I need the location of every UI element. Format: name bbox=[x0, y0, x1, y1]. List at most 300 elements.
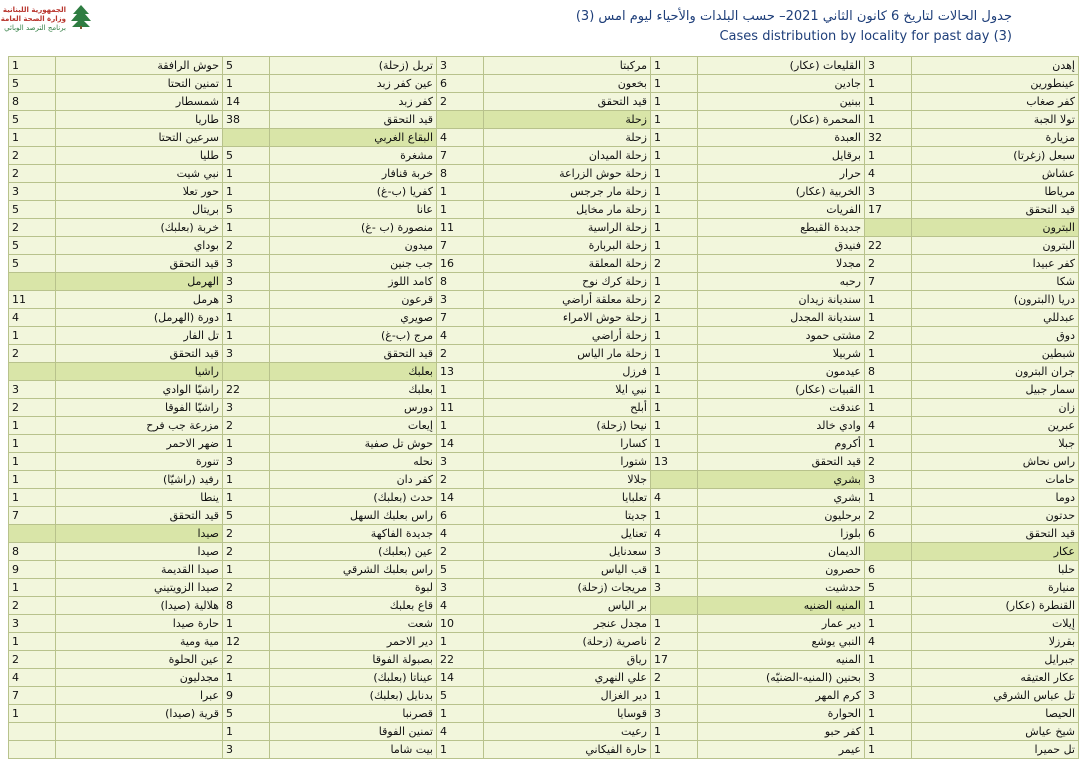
locality-cell: تل عباس الشرقي bbox=[912, 687, 1079, 705]
locality-cell: إهدن bbox=[912, 57, 1079, 75]
page-title-english: Cases distribution by locality for past day (3) bbox=[719, 29, 1012, 44]
case-count-cell: 8 bbox=[223, 597, 270, 615]
case-count-cell: 5 bbox=[223, 147, 270, 165]
case-count-cell: 17 bbox=[651, 651, 698, 669]
locality-cell: تعلبايا bbox=[484, 489, 651, 507]
locality-cell: نحله bbox=[270, 453, 437, 471]
locality-cell: إيلات bbox=[912, 615, 1079, 633]
locality-cell: سعدنايل bbox=[484, 543, 651, 561]
locality-cell: كامد اللوز bbox=[270, 273, 437, 291]
case-count-cell: 4 bbox=[437, 525, 484, 543]
table-row bbox=[9, 453, 1079, 471]
locality-cell: تل حميرا bbox=[912, 741, 1079, 759]
case-count-cell: 1 bbox=[223, 165, 270, 183]
table-row bbox=[9, 525, 1079, 543]
locality-cell: جديدة الفاكهة bbox=[270, 525, 437, 543]
case-count-cell: 3 bbox=[9, 615, 56, 633]
cedar-tree-icon bbox=[70, 4, 92, 30]
case-count-cell: 4 bbox=[9, 309, 56, 327]
table-row bbox=[9, 471, 1079, 489]
case-count-cell: 1 bbox=[865, 309, 912, 327]
locality-cell: شعت bbox=[270, 615, 437, 633]
case-count-cell: 3 bbox=[223, 345, 270, 363]
case-count-cell: 1 bbox=[865, 723, 912, 741]
locality-cell: شربيلا bbox=[698, 345, 865, 363]
case-count-cell: 4 bbox=[9, 669, 56, 687]
case-count-cell: 2 bbox=[651, 291, 698, 309]
table-row bbox=[9, 381, 1079, 399]
locality-cell: نبي ايلا bbox=[484, 381, 651, 399]
locality-cell: عبدللي bbox=[912, 309, 1079, 327]
case-count-cell: 3 bbox=[865, 687, 912, 705]
case-count-cell: 1 bbox=[651, 165, 698, 183]
locality-cell: بدنايل (بعلبك) bbox=[270, 687, 437, 705]
table-row bbox=[9, 273, 1079, 291]
case-count-cell: 1 bbox=[651, 741, 698, 759]
case-count-cell: 1 bbox=[651, 327, 698, 345]
case-count-cell: 11 bbox=[437, 219, 484, 237]
case-count-cell: 13 bbox=[651, 453, 698, 471]
locality-cell: عيدمون bbox=[698, 363, 865, 381]
locality-cell: هرمل bbox=[56, 291, 223, 309]
locality-cell: سنديانة المجدل bbox=[698, 309, 865, 327]
region-header-cell: البقاع الغربي bbox=[270, 129, 437, 147]
case-count-cell: 1 bbox=[651, 561, 698, 579]
locality-cell: منصورة (ب -غ) bbox=[270, 219, 437, 237]
locality-cell: تنورة bbox=[56, 453, 223, 471]
locality-cell: بشري bbox=[698, 489, 865, 507]
locality-cell: شكا bbox=[912, 273, 1079, 291]
case-count-cell: 1 bbox=[223, 489, 270, 507]
locality-cell: مجدليون bbox=[56, 669, 223, 687]
locality-cell: رعيت bbox=[484, 723, 651, 741]
case-count-cell: 7 bbox=[9, 687, 56, 705]
locality-cell: قيد التحقق bbox=[484, 93, 651, 111]
locality-cell: المنيه bbox=[698, 651, 865, 669]
case-count-cell: 1 bbox=[651, 75, 698, 93]
locality-cell: دوما bbox=[912, 489, 1079, 507]
table-row bbox=[9, 93, 1079, 111]
locality-cell: الحيصا bbox=[912, 705, 1079, 723]
locality-cell: أكروم bbox=[698, 435, 865, 453]
locality-cell: البترون bbox=[912, 237, 1079, 255]
locality-cell: فنيدق bbox=[698, 237, 865, 255]
case-count-cell bbox=[437, 111, 484, 129]
locality-cell: مركبتا bbox=[484, 57, 651, 75]
locality-cell: كفر صغاب bbox=[912, 93, 1079, 111]
case-count-cell: 1 bbox=[9, 579, 56, 597]
case-count-cell: 1 bbox=[437, 183, 484, 201]
case-count-cell: 1 bbox=[223, 561, 270, 579]
case-count-cell: 3 bbox=[437, 291, 484, 309]
locality-cell: عكار العتيقه bbox=[912, 669, 1079, 687]
locality-cell: عبرين bbox=[912, 417, 1079, 435]
case-count-cell: 1 bbox=[223, 435, 270, 453]
table-row bbox=[9, 183, 1079, 201]
locality-cell: حوش تل صفية bbox=[270, 435, 437, 453]
case-count-cell: 1 bbox=[865, 435, 912, 453]
case-count-cell: 13 bbox=[437, 363, 484, 381]
locality-cell: بوداي bbox=[56, 237, 223, 255]
case-count-cell: 1 bbox=[651, 219, 698, 237]
case-count-cell: 7 bbox=[437, 237, 484, 255]
table-row bbox=[9, 201, 1079, 219]
case-count-cell: 2 bbox=[437, 471, 484, 489]
locality-cell: زحلة كرك نوح bbox=[484, 273, 651, 291]
table-row bbox=[9, 489, 1079, 507]
case-count-cell: 5 bbox=[223, 507, 270, 525]
locality-cell: ميدون bbox=[270, 237, 437, 255]
cases-table bbox=[8, 56, 1079, 759]
case-count-cell: 1 bbox=[865, 651, 912, 669]
locality-cell: زحلة مار الياس bbox=[484, 345, 651, 363]
locality-cell: حلبا bbox=[912, 561, 1079, 579]
locality-cell: عينطورين bbox=[912, 75, 1079, 93]
case-count-cell bbox=[223, 363, 270, 381]
case-count-cell: 2 bbox=[9, 219, 56, 237]
case-count-cell: 2 bbox=[865, 327, 912, 345]
locality-cell: جديدة القيطع bbox=[698, 219, 865, 237]
case-count-cell: 1 bbox=[865, 291, 912, 309]
case-count-cell: 8 bbox=[437, 165, 484, 183]
case-count-cell bbox=[223, 129, 270, 147]
case-count-cell: 1 bbox=[865, 147, 912, 165]
region-header-cell: راشيا bbox=[56, 363, 223, 381]
case-count-cell: 6 bbox=[437, 507, 484, 525]
locality-cell: ببنين bbox=[698, 93, 865, 111]
table-row bbox=[9, 705, 1079, 723]
locality-cell: قصرنبا bbox=[270, 705, 437, 723]
case-count-cell: 17 bbox=[865, 201, 912, 219]
locality-cell: شتورا bbox=[484, 453, 651, 471]
locality-cell: مزرعة جب فرح bbox=[56, 417, 223, 435]
locality-cell: كفر زبد bbox=[270, 93, 437, 111]
locality-cell: حارة الفيكاني bbox=[484, 741, 651, 759]
table-row bbox=[9, 345, 1079, 363]
case-count-cell: 3 bbox=[223, 255, 270, 273]
table-row bbox=[9, 363, 1079, 381]
case-count-cell bbox=[865, 219, 912, 237]
case-count-cell: 4 bbox=[437, 597, 484, 615]
case-count-cell: 1 bbox=[223, 615, 270, 633]
locality-cell: شمسطار bbox=[56, 93, 223, 111]
case-count-cell: 1 bbox=[223, 75, 270, 93]
case-count-cell: 5 bbox=[223, 705, 270, 723]
locality-cell: قيد التحقق bbox=[56, 507, 223, 525]
locality-cell: بقرزلا bbox=[912, 633, 1079, 651]
case-count-cell: 1 bbox=[865, 741, 912, 759]
case-count-cell: 1 bbox=[651, 93, 698, 111]
locality-cell: تل الفار bbox=[56, 327, 223, 345]
case-count-cell: 2 bbox=[223, 417, 270, 435]
case-count-cell: 5 bbox=[223, 201, 270, 219]
case-count-cell: 1 bbox=[223, 183, 270, 201]
case-count-cell: 14 bbox=[437, 669, 484, 687]
locality-cell: ينطا bbox=[56, 489, 223, 507]
locality-cell: حارة صيدا bbox=[56, 615, 223, 633]
logo-line-3: برنامج الترصد الوبائي bbox=[4, 24, 66, 32]
case-count-cell: 7 bbox=[437, 147, 484, 165]
case-count-cell: 3 bbox=[651, 579, 698, 597]
case-count-cell: 3 bbox=[223, 453, 270, 471]
locality-cell: زحلة البربارة bbox=[484, 237, 651, 255]
case-count-cell: 3 bbox=[865, 57, 912, 75]
case-count-cell: 8 bbox=[437, 273, 484, 291]
case-count-cell: 5 bbox=[9, 111, 56, 129]
locality-cell: زحلة مار مخايل bbox=[484, 201, 651, 219]
locality-cell: مشغرة bbox=[270, 147, 437, 165]
locality-cell: قوسايا bbox=[484, 705, 651, 723]
case-count-cell: 5 bbox=[9, 75, 56, 93]
locality-cell: مشتى حمود bbox=[698, 327, 865, 345]
locality-cell: عين الحلوة bbox=[56, 651, 223, 669]
locality-cell: راس بعلبك السهل bbox=[270, 507, 437, 525]
case-count-cell: 1 bbox=[651, 723, 698, 741]
locality-cell: منيارة bbox=[912, 579, 1079, 597]
case-count-cell: 1 bbox=[9, 57, 56, 75]
locality-cell: زحلة مار جرجس bbox=[484, 183, 651, 201]
locality-cell: دير عمار bbox=[698, 615, 865, 633]
table-row bbox=[9, 399, 1079, 417]
locality-cell: بلوزا bbox=[698, 525, 865, 543]
locality-cell: عشاش bbox=[912, 165, 1079, 183]
locality-cell: زحلة الراسية bbox=[484, 219, 651, 237]
case-count-cell bbox=[9, 741, 56, 759]
locality-cell: قرية (صيدا) bbox=[56, 705, 223, 723]
locality-cell: نيحا (زحلة) bbox=[484, 417, 651, 435]
case-count-cell: 5 bbox=[437, 561, 484, 579]
case-count-cell: 2 bbox=[865, 255, 912, 273]
case-count-cell: 1 bbox=[865, 615, 912, 633]
locality-cell: صيدا القديمة bbox=[56, 561, 223, 579]
case-count-cell: 2 bbox=[9, 147, 56, 165]
case-count-cell: 5 bbox=[9, 201, 56, 219]
case-count-cell: 3 bbox=[437, 579, 484, 597]
case-count-cell: 3 bbox=[223, 273, 270, 291]
locality-cell: راس نحاش bbox=[912, 453, 1079, 471]
locality-cell: رحبه bbox=[698, 273, 865, 291]
table-row bbox=[9, 579, 1079, 597]
case-count-cell: 1 bbox=[865, 75, 912, 93]
case-count-cell: 6 bbox=[437, 75, 484, 93]
case-count-cell: 2 bbox=[9, 651, 56, 669]
case-count-cell: 2 bbox=[9, 597, 56, 615]
case-count-cell: 3 bbox=[223, 291, 270, 309]
locality-cell: زحلة أراضي bbox=[484, 327, 651, 345]
table-row bbox=[9, 327, 1079, 345]
case-count-cell: 7 bbox=[865, 273, 912, 291]
locality-cell: كسارا bbox=[484, 435, 651, 453]
case-count-cell: 1 bbox=[223, 219, 270, 237]
locality-cell: العبدة bbox=[698, 129, 865, 147]
locality-cell: إيعات bbox=[270, 417, 437, 435]
case-count-cell: 22 bbox=[865, 237, 912, 255]
case-count-cell: 2 bbox=[651, 255, 698, 273]
locality-cell: قيد التحقق bbox=[912, 525, 1079, 543]
table-row bbox=[9, 255, 1079, 273]
case-count-cell: 2 bbox=[223, 543, 270, 561]
locality-cell: حوش الرافقة bbox=[56, 57, 223, 75]
case-count-cell: 11 bbox=[437, 399, 484, 417]
locality-cell: دوق bbox=[912, 327, 1079, 345]
case-count-cell: 2 bbox=[223, 237, 270, 255]
case-count-cell: 1 bbox=[651, 111, 698, 129]
case-count-cell: 1 bbox=[651, 273, 698, 291]
case-count-cell: 3 bbox=[865, 669, 912, 687]
locality-cell: لبوة bbox=[270, 579, 437, 597]
table-row bbox=[9, 417, 1079, 435]
case-count-cell: 3 bbox=[437, 453, 484, 471]
locality-cell: عبرا bbox=[56, 687, 223, 705]
table-row bbox=[9, 561, 1079, 579]
locality-cell: رياق bbox=[484, 651, 651, 669]
locality-cell: زحلة حوش الزراعة bbox=[484, 165, 651, 183]
locality-cell: تمنين التحتا bbox=[56, 75, 223, 93]
locality-cell: مزيارة bbox=[912, 129, 1079, 147]
case-count-cell bbox=[651, 471, 698, 489]
locality-cell bbox=[56, 741, 223, 759]
ministry-logo bbox=[0, 2, 92, 44]
region-header-cell: المنيه الضنيه bbox=[698, 597, 865, 615]
locality-cell: جادين bbox=[698, 75, 865, 93]
case-count-cell: 1 bbox=[651, 57, 698, 75]
case-count-cell: 22 bbox=[437, 651, 484, 669]
locality-cell: حصرون bbox=[698, 561, 865, 579]
case-count-cell: 1 bbox=[437, 741, 484, 759]
case-count-cell: 1 bbox=[865, 111, 912, 129]
case-count-cell: 2 bbox=[865, 453, 912, 471]
case-count-cell: 2 bbox=[9, 165, 56, 183]
locality-cell: عيناتا (بعلبك) bbox=[270, 669, 437, 687]
case-count-cell: 4 bbox=[865, 417, 912, 435]
locality-cell: زحلة حوش الامراء bbox=[484, 309, 651, 327]
case-count-cell: 3 bbox=[223, 399, 270, 417]
case-count-cell bbox=[651, 597, 698, 615]
table-row bbox=[9, 651, 1079, 669]
locality-cell: سرعين التحتا bbox=[56, 129, 223, 147]
case-count-cell: 1 bbox=[651, 309, 698, 327]
case-count-cell: 1 bbox=[865, 399, 912, 417]
locality-cell: بيت شاما bbox=[270, 741, 437, 759]
case-count-cell: 1 bbox=[651, 201, 698, 219]
region-header-cell: صيدا bbox=[56, 525, 223, 543]
locality-cell: حدتون bbox=[912, 507, 1079, 525]
case-count-cell: 1 bbox=[437, 417, 484, 435]
case-count-cell: 2 bbox=[437, 543, 484, 561]
locality-cell: كفر عبيدا bbox=[912, 255, 1079, 273]
locality-cell: قرعون bbox=[270, 291, 437, 309]
case-count-cell: 1 bbox=[9, 129, 56, 147]
case-count-cell: 1 bbox=[865, 381, 912, 399]
case-count-cell: 1 bbox=[437, 201, 484, 219]
logo-line-2: وزارة الصحة العامة bbox=[0, 15, 66, 23]
table-row bbox=[9, 507, 1079, 525]
table-row bbox=[9, 741, 1079, 759]
locality-cell: دريا (البترون) bbox=[912, 291, 1079, 309]
locality-cell: نبي شيت bbox=[56, 165, 223, 183]
table-row bbox=[9, 291, 1079, 309]
case-count-cell: 1 bbox=[865, 489, 912, 507]
case-count-cell: 3 bbox=[865, 471, 912, 489]
locality-cell: راشيّا الوادي bbox=[56, 381, 223, 399]
case-count-cell bbox=[865, 543, 912, 561]
locality-cell: زحلة الميدان bbox=[484, 147, 651, 165]
case-count-cell: 3 bbox=[9, 183, 56, 201]
logo-line-1: الجمهورية اللبنانية bbox=[2, 6, 66, 14]
case-count-cell: 1 bbox=[9, 435, 56, 453]
case-count-cell bbox=[9, 273, 56, 291]
locality-cell: راشيّا الفوقا bbox=[56, 399, 223, 417]
case-count-cell: 7 bbox=[9, 507, 56, 525]
locality-cell: زحلة المعلقة bbox=[484, 255, 651, 273]
locality-cell: طليا bbox=[56, 147, 223, 165]
case-count-cell: 1 bbox=[9, 489, 56, 507]
region-header-cell: الهرمل bbox=[56, 273, 223, 291]
case-count-cell: 1 bbox=[223, 669, 270, 687]
locality-cell: مرج (ب-غ) bbox=[270, 327, 437, 345]
locality-cell: رفيد (راشيّا) bbox=[56, 471, 223, 489]
case-count-cell: 16 bbox=[437, 255, 484, 273]
case-count-cell: 38 bbox=[223, 111, 270, 129]
case-count-cell: 1 bbox=[651, 435, 698, 453]
case-count-cell: 8 bbox=[9, 93, 56, 111]
case-count-cell: 4 bbox=[865, 165, 912, 183]
case-count-cell: 5 bbox=[9, 255, 56, 273]
table-row bbox=[9, 435, 1079, 453]
table-row bbox=[9, 237, 1079, 255]
case-count-cell: 1 bbox=[9, 705, 56, 723]
case-count-cell: 1 bbox=[223, 471, 270, 489]
locality-cell: جبلا bbox=[912, 435, 1079, 453]
locality-cell: الحوارة bbox=[698, 705, 865, 723]
locality-cell: جديتا bbox=[484, 507, 651, 525]
case-count-cell: 1 bbox=[651, 399, 698, 417]
locality-cell: جران البترون bbox=[912, 363, 1079, 381]
case-count-cell: 8 bbox=[9, 543, 56, 561]
case-count-cell: 1 bbox=[437, 381, 484, 399]
case-count-cell: 1 bbox=[651, 183, 698, 201]
locality-cell: بعلبك bbox=[270, 381, 437, 399]
case-count-cell bbox=[9, 525, 56, 543]
locality-cell: بحنين (المنيه-الضنيّه) bbox=[698, 669, 865, 687]
locality-cell: حرار bbox=[698, 165, 865, 183]
case-count-cell: 2 bbox=[437, 345, 484, 363]
table-row bbox=[9, 669, 1079, 687]
case-count-cell: 5 bbox=[865, 579, 912, 597]
locality-cell: سمار جبيل bbox=[912, 381, 1079, 399]
case-count-cell: 2 bbox=[223, 651, 270, 669]
case-count-cell: 22 bbox=[223, 381, 270, 399]
case-count-cell: 6 bbox=[865, 561, 912, 579]
locality-cell: حدشيت bbox=[698, 579, 865, 597]
locality-cell: هلالية (صيدا) bbox=[56, 597, 223, 615]
case-count-cell: 4 bbox=[651, 489, 698, 507]
locality-cell: تعنايل bbox=[484, 525, 651, 543]
locality-cell: قيد التحقق bbox=[56, 255, 223, 273]
locality-cell: حامات bbox=[912, 471, 1079, 489]
locality-cell: النبي يوشع bbox=[698, 633, 865, 651]
locality-cell: وادي خالد bbox=[698, 417, 865, 435]
locality-cell: صويري bbox=[270, 309, 437, 327]
case-count-cell: 3 bbox=[437, 57, 484, 75]
case-count-cell: 14 bbox=[437, 435, 484, 453]
case-count-cell: 7 bbox=[437, 309, 484, 327]
case-count-cell: 3 bbox=[651, 705, 698, 723]
locality-cell: قب الياس bbox=[484, 561, 651, 579]
case-count-cell: 5 bbox=[223, 57, 270, 75]
locality-cell: جلالا bbox=[484, 471, 651, 489]
locality-cell: طاريا bbox=[56, 111, 223, 129]
